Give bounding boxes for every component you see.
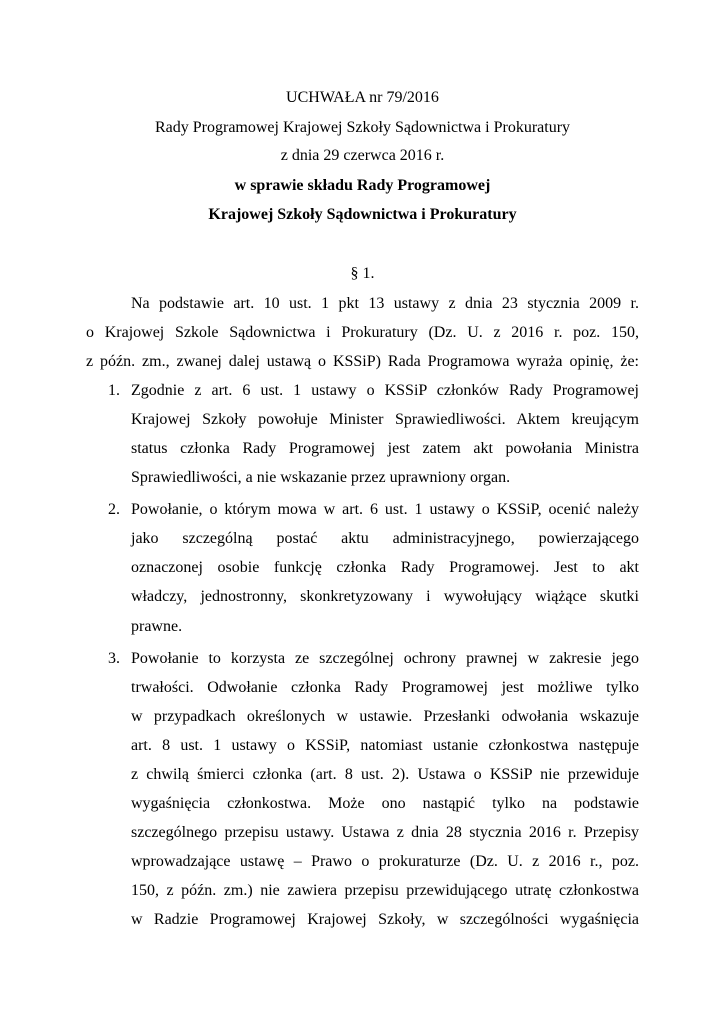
list-item-line: wprowadzające ustawę – Prawo o prokuraturze (Dz. U. z 2016 r., poz. [131,853,639,870]
list-item-line: szczególnego przepisu ustawy. Ustawa z dnia 28 stycznia 2016 r. Przepisy [131,824,639,841]
list-item-line: Sprawiedliwości, a nie wskazanie przez uprawniony organ. [131,469,511,486]
intro-line: Na podstawie art. 10 ust. 1 pkt 13 ustawy z dnia 23 stycznia 2009 r. [131,295,639,312]
list-item-line: Powołanie to korzysta ze szczególnej ochrony prawnej w zakresie jego [131,650,639,667]
resolution-issuer: Rady Programowej Krajowej Szkoły Sądownictwa i Prokuratury [154,119,571,136]
list-item-line: trwałości. Odwołanie członka Rady Programowej jest możliwe tylko [131,679,639,696]
resolution-title: UCHWAŁA nr 79/2016 [286,89,439,106]
list-item-line: 150, z późn. zm.) nie zawiera przepisu przewidującego utratę członkostwa [131,882,639,899]
list-item-line: z chwilą śmierci członka (art. 8 ust. 2). Ustawa o KSSiP nie przewiduje [131,766,639,783]
resolution-date: z dnia 29 czerwca 2016 r. [280,147,445,164]
list-item-line: w przypadkach określonych w ustawie. Przesłanki odwołania wskazuje [131,708,639,725]
list-item-line: oznaczonej osobie funkcję członka Rady Programowej. Jest to akt [131,559,639,576]
list-item-line: Zgodnie z art. 6 ust. 1 ustawy o KSSiP członków Rady Programowej [131,382,639,399]
list-item-line: art. 8 ust. 1 ustawy o KSSiP, natomiast ustanie członkostwa następuje [131,737,639,754]
list-item-line: Powołanie, o którym mowa w art. 6 ust. 1 ustawy o KSSiP, ocenić należy [131,501,639,518]
list-item-number: 1. [108,382,120,399]
list-item-line: prawne. [131,618,183,635]
list-item-line: jako szczególną postać aktu administracyjnego, powierzającego [131,530,639,547]
resolution-subject-line-1: w sprawie składu Rady Programowej [234,177,491,194]
section-symbol: § 1. [350,265,375,282]
list-item-line: status członka Rady Programowej jest zatem akt powołania Ministra [131,440,639,457]
list-item-line: Krajowej Szkoły powołuje Minister Sprawiedliwości. Aktem kreującym [131,411,639,428]
list-item-line: władczy, jednostronny, skonkretyzowany i wywołujący wiążące skutki [131,588,639,605]
list-item-line: w Radzie Programowej Krajowej Szkoły, w szczególności wygaśnięcia [131,911,639,928]
list-item-number: 2. [108,501,120,518]
resolution-subject-line-2: Krajowej Szkoły Sądownictwa i Prokuratury [208,206,517,223]
list-item-line: wygaśnięcia członkostwa. Może ono nastąpić tylko na podstawie [131,795,639,812]
list-item-number: 3. [108,650,120,667]
intro-line: z późn. zm., zwanej dalej ustawą o KSSiP) Rada Programowa wyraża opinię, że: [86,353,639,370]
intro-line: o Krajowej Szkole Sądownictwa i Prokuratury (Dz. U. z 2016 r. poz. 150, [86,324,639,341]
